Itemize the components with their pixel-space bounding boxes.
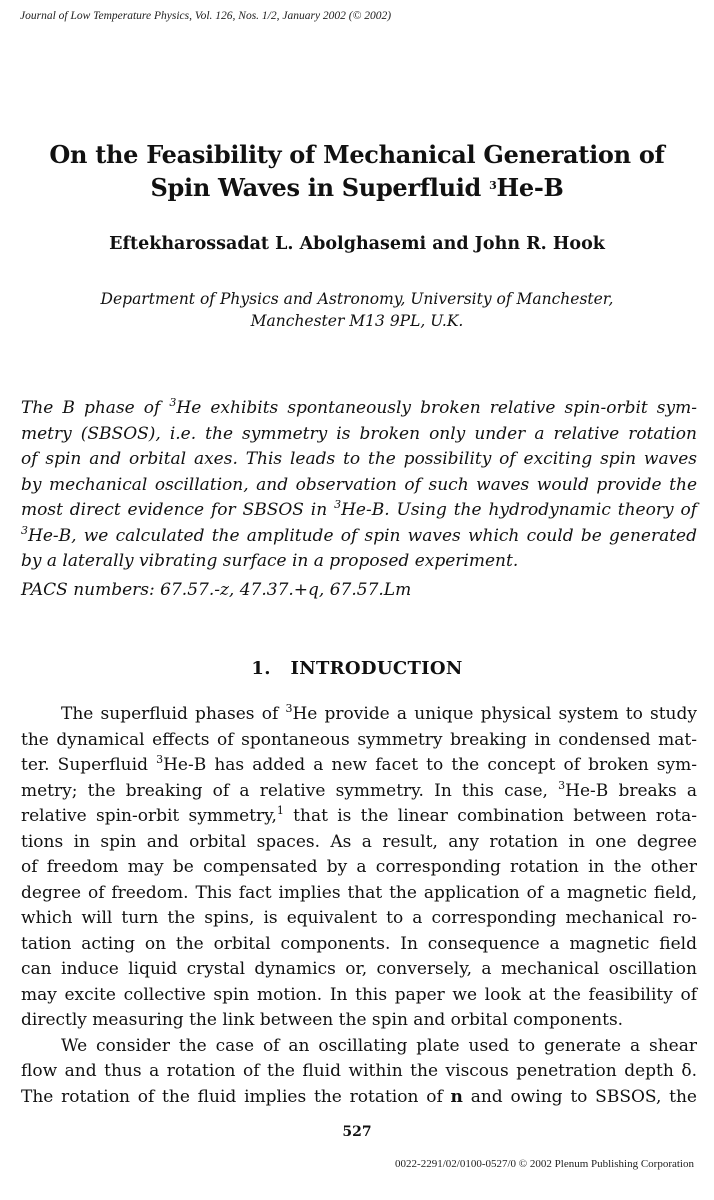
abstract-line: $^3$He-B, we calculated the amplitude of spin waves which could be generated [21,523,697,546]
body-line: which will turn the spins, is equivalent to a corresponding mechanical ro- [21,908,697,928]
body-line: relative spin-orbit symmetry,$^1$ that is the linear combination between rota- [21,804,698,826]
abstract-line: of spin and orbital axes. This leads to the possibility of exciting spin waves [21,449,697,469]
body-line: of freedom may be compensated by a corresponding rotation in the other [21,857,697,877]
copyright-footer: 0022-2291/02/0100-0527/0 © 2002 Plenum Publishing Corporation [395,1158,694,1170]
page-number: 527 [342,1124,372,1140]
title-line-1: On the Feasibility of Mechanical Generation of [49,140,665,169]
authors: Eftekharossadat L. Abolghasemi and John R. Hook [109,234,605,254]
body-line: can induce liquid crystal dynamics or, conversely, a mechanical oscillation [21,959,697,979]
affiliation-line-1: Department of Physics and Astronomy, University of Manchester, [100,290,614,308]
body-line: ter. Superfluid $^3$He-B has added a new facet to the concept of broken sym- [21,753,697,775]
abstract-line: metry (SBSOS), i.e. the symmetry is broken only under a relative rotation [21,423,697,444]
body-line: may excite collective spin motion. In this paper we look at the feasibility of [21,984,697,1005]
title-line-2: Spin Waves in Superfluid $^3$He-B [150,173,564,202]
body-line: The rotation of the fluid implies the rotation of n and owing to SBSOS, the [21,1086,697,1107]
journal-header: Journal of Low Temperature Physics, Vol. 126, Nos. 1/2, January 2002 (© 2002) [20,10,392,22]
body-line: the dynamical effects of spontaneous symmetry breaking in condensed mat- [21,729,697,750]
body-line: directly measuring the link between the spin and orbital components. [21,1010,624,1030]
body-text [21,702,697,1110]
body-line: tation acting on the orbital components. In consequence a magnetic field [21,933,697,954]
abstract-line: by a laterally vibrating surface in a proposed experiment. [21,551,519,571]
body-line: tions in spin and orbital spaces. As a result, any rotation in one degree [21,831,697,852]
body-line: degree of freedom. This fact implies that the application of a magnetic field, [21,882,697,903]
abstract [21,396,697,575]
section-heading: 1. INTRODUCTION [251,658,463,679]
paper-title [0,138,714,204]
body-line: The superfluid phases of $^3$He provide a unique physical system to study [61,702,697,724]
abstract-line: by mechanical oscillation, and observation of such waves would provide the [21,474,697,495]
affiliation-line-2: Manchester M13 9PL, U.K. [250,312,464,330]
affiliation [0,288,714,332]
body-line: flow and thus a rotation of the fluid within the viscous penetration depth δ. [21,1061,697,1081]
pacs-numbers: PACS numbers: 67.57.-z, 47.37.+q, 67.57.Lm [21,580,412,600]
abstract-line: most direct evidence for SBSOS in $^3$He-B. Using the hydrodynamic theory of [21,498,697,520]
body-line: metry; the breaking of a relative symmetry. In this case, $^3$He-B breaks a [21,778,698,801]
body-line: We consider the case of an oscillating plate used to generate a shear [61,1035,697,1056]
abstract-line: The B phase of $^3$He exhibits spontaneously broken relative spin-orbit sym- [21,396,697,418]
